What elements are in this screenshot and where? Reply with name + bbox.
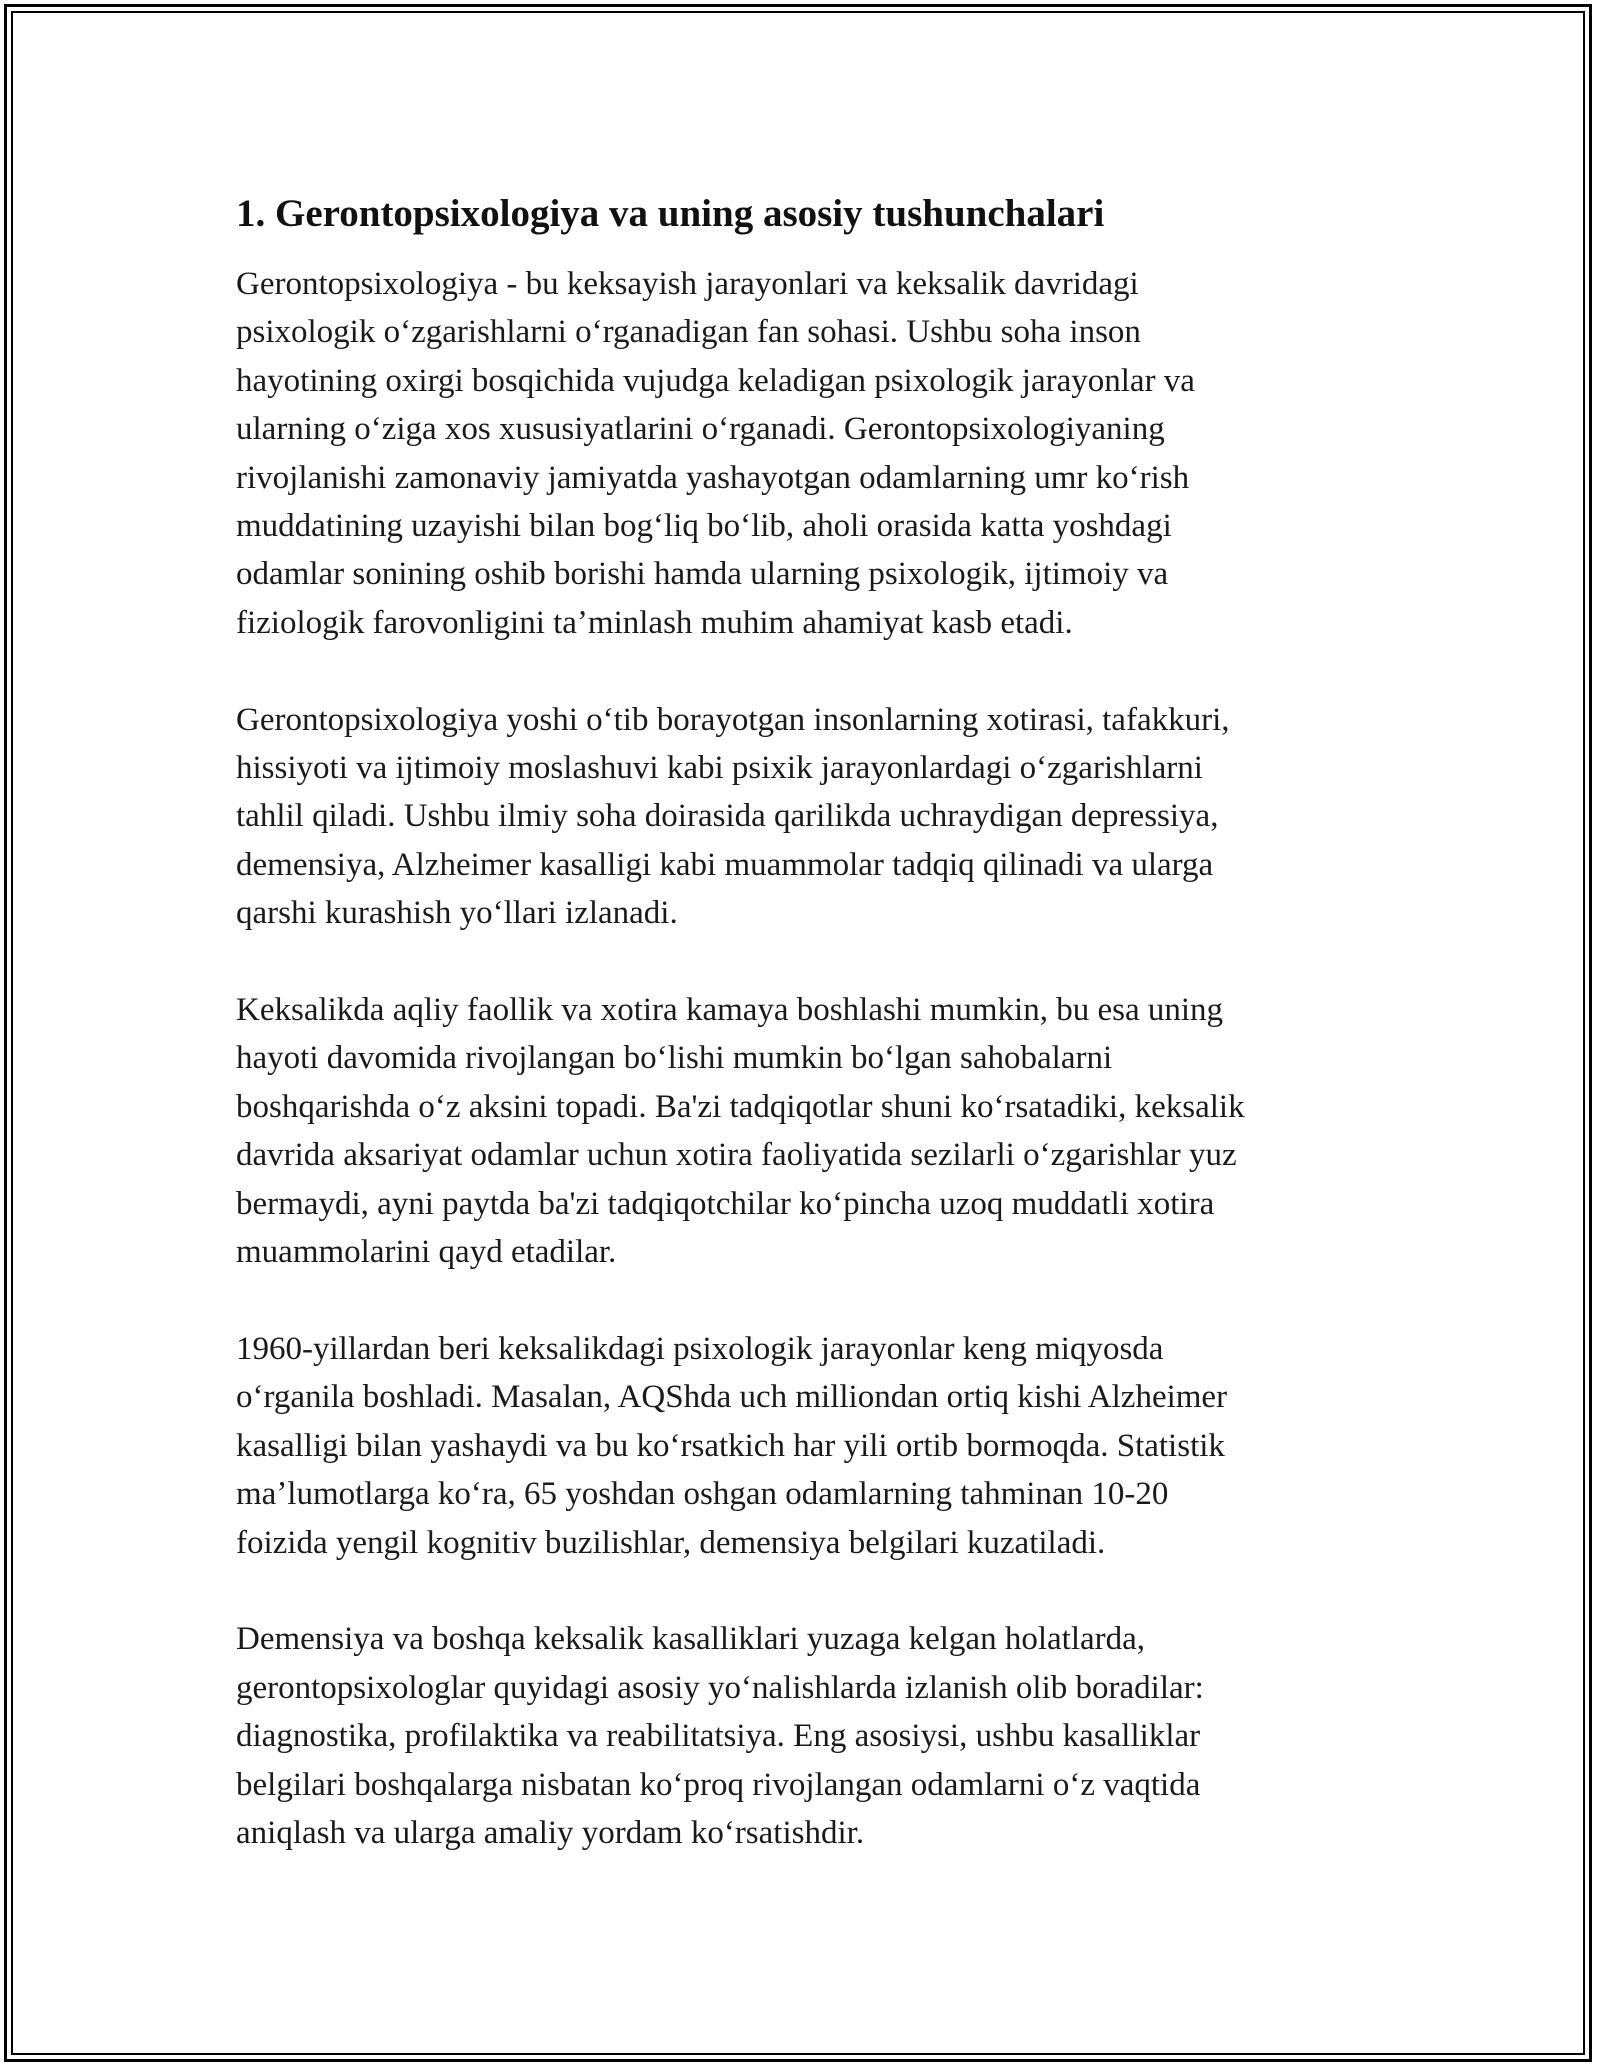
paragraph-line: hayotining oxirgi bosqichida vujudga keladigan psixologik jarayonlar va — [236, 362, 1195, 399]
paragraph-line: belgilari boshqalarga nisbatan koʻproq rivojlangan odamlarni oʻz vaqtida — [236, 1766, 1201, 1803]
paragraph-line: Gerontopsixologiya - bu keksayish jarayonlari va keksalik davridagi — [236, 266, 1139, 302]
paragraph-line: rivojlanishi zamonaviy jamiyatda yashayotgan odamlarning umr koʻrish — [236, 459, 1190, 496]
paragraph-4 — [236, 1325, 1416, 1567]
paragraph-line: psixologik oʻzgarishlarni oʻrganadigan fan sohasi. Ushbu soha inson — [236, 314, 1141, 351]
paragraph-line: bermaydi, ayni paytda ba'zi tadqiqotchilar koʻpincha uzoq muddatli xotira — [236, 1185, 1215, 1222]
paragraph-line: 1960-yillardan beri keksalikdagi psixologik jarayonlar keng miqyosda — [236, 1330, 1164, 1367]
paragraph-line: ularning oʻziga xos xususiyatlarini oʻrganadi. Gerontopsixologiyaning — [236, 411, 1165, 448]
document-page — [236, 186, 1416, 1857]
paragraph-line: aniqlash va ularga amaliy yordam koʻrsatishdir. — [236, 1814, 865, 1851]
paragraph-line: gerontopsixologlar quyidagi asosiy yoʻnalishlarda izlanish olib boradilar: — [236, 1669, 1204, 1706]
paragraph-line: fiziologik farovonligini taʼminlash muhim ahamiyat kasb etadi. — [236, 604, 1073, 641]
paragraph-line: boshqarishda oʻz aksini topadi. Ba'zi tadqiqotlar shuni koʻrsatadiki, keksalik — [236, 1088, 1245, 1125]
paragraph-line: hayoti davomida rivojlangan boʻlishi mumkin boʻlgan sahobalarni — [236, 1040, 1113, 1077]
paragraph-1 — [236, 260, 1416, 647]
paragraph-3 — [236, 986, 1416, 1276]
paragraph-line: odamlar sonining oshib borishi hamda ularning psixologik, ijtimoiy va — [236, 556, 1169, 593]
paragraph-line: Keksalikda aqliy faollik va xotira kamaya boshlashi mumkin, bu esa uning — [236, 992, 1224, 1029]
paragraph-line: tahlil qiladi. Ushbu ilmiy soha doirasida qarilikda uchraydigan depressiya, — [236, 798, 1219, 835]
paragraph-line: maʼlumotlarga koʻra, 65 yoshdan oshgan odamlarning tahminan 10-20 — [236, 1476, 1169, 1513]
paragraph-line: muddatining uzayishi bilan bogʻliq boʻlib, aholi orasida katta yoshdagi — [236, 508, 1172, 545]
paragraph-line: Demensiya va boshqa keksalik kasalliklari yuzaga kelgan holatlarda, — [236, 1621, 1146, 1658]
paragraph-line: oʻrganila boshladi. Masalan, AQShda uch milliondan ortiq kishi Alzheimer — [236, 1379, 1228, 1416]
paragraph-line: demensiya, Alzheimer kasalligi kabi muammolar tadqiq qilinadi va ularga — [236, 846, 1214, 883]
paragraph-line: Gerontopsixologiya yoshi oʻtib borayotgan insonlarning xotirasi, tafakkuri, — [236, 701, 1230, 738]
paragraph-line: muammolarini qayd etadilar. — [236, 1234, 617, 1271]
paragraph-5 — [236, 1615, 1416, 1857]
section-heading: 1. Gerontopsixologiya va uning asosiy tushunchalari — [236, 192, 1105, 235]
paragraph-line: qarshi kurashish yoʻllari izlanadi. — [236, 895, 678, 932]
paragraph-2 — [236, 696, 1416, 938]
paragraph-line: foizida yengil kognitiv buzilishlar, demensiya belgilari kuzatiladi. — [236, 1524, 1106, 1561]
paragraph-line: diagnostika, profilaktika va reabilitatsiya. Eng asosiysi, ushbu kasalliklar — [236, 1718, 1201, 1755]
paragraph-line: hissiyoti va ijtimoiy moslashuvi kabi psixik jarayonlardagi oʻzgarishlarni — [236, 750, 1203, 787]
paragraph-line: davrida aksariyat odamlar uchun xotira faoliyatida sezilarli oʻzgarishlar yuz — [236, 1137, 1237, 1174]
paragraph-line: kasalligi bilan yashaydi va bu koʻrsatkich har yili ortib bormoqda. Statistik — [236, 1427, 1225, 1464]
